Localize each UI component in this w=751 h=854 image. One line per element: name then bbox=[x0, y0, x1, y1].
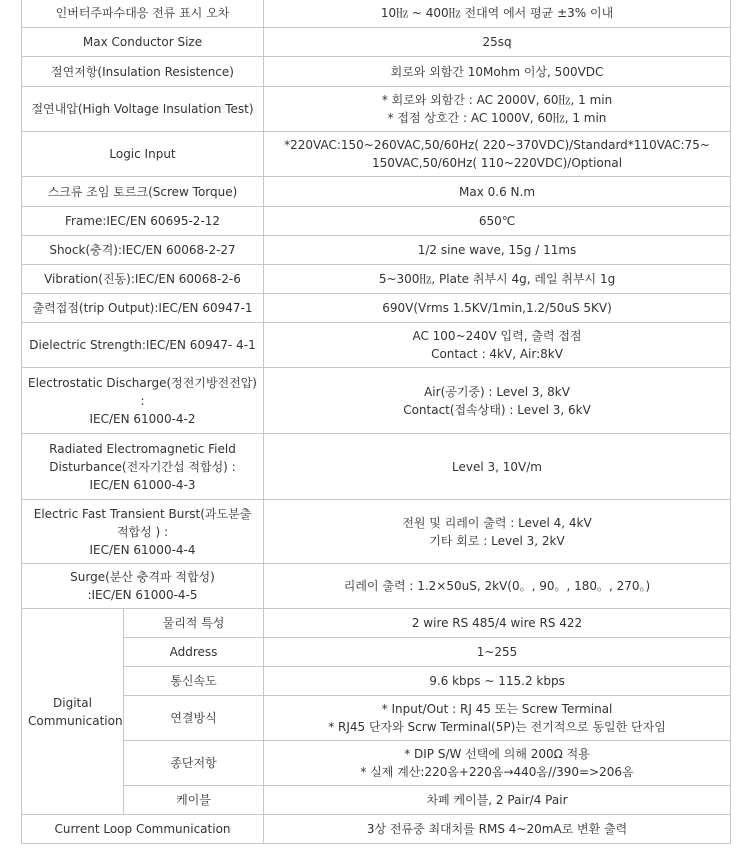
spec-value-line: 5~300㎐, Plate 취부시 4g, 레일 취부시 1g bbox=[378, 272, 616, 286]
spec-value bbox=[264, 638, 731, 667]
spec-value-line: * RJ45 단자와 Scrw Terminal(5P)는 전기적으로 동일한 단자임 bbox=[328, 720, 666, 734]
table-row bbox=[22, 815, 731, 844]
spec-value-line: 기타 회로 : Level 3, 2kV bbox=[429, 533, 565, 548]
spec-value bbox=[264, 177, 731, 207]
spec-label: 절연저항(Insulation Resistence) bbox=[22, 57, 264, 87]
spec-value-line: Contact : 4kV, Air:8kV bbox=[431, 347, 563, 361]
sub-spec-label: Address bbox=[124, 638, 264, 667]
spec-label: Current Loop Communication bbox=[22, 815, 264, 844]
spec-label: 출력접점(trip Output):IEC/EN 60947-1 bbox=[22, 294, 264, 323]
spec-label: Shock(충격):IEC/EN 60068-2-27 bbox=[22, 236, 264, 265]
spec-value-line: 1~255 bbox=[476, 645, 518, 659]
spec-value-line: 3상 전류중 최대치를 RMS 4~20mA로 변환 출력 bbox=[366, 822, 628, 836]
spec-value bbox=[264, 207, 731, 236]
table-row bbox=[22, 434, 731, 500]
spec-value-line: 1/2 sine wave, 15g / 11ms bbox=[417, 243, 577, 257]
spec-value-line: 10㎐ ~ 400㎐ 전대역 에서 평균 ±3% 이내 bbox=[380, 5, 614, 20]
spec-value-line: * DIP S/W 선택에 의해 200Ω 적용 bbox=[404, 747, 590, 761]
spec-value bbox=[264, 265, 731, 294]
table-row bbox=[22, 87, 731, 132]
spec-value bbox=[264, 815, 731, 844]
group-label-digital-communication: Digital Communication bbox=[22, 609, 124, 815]
spec-value bbox=[264, 434, 731, 500]
table-row bbox=[22, 236, 731, 265]
spec-value-line: * Input/Out : RJ 45 또는 Screw Terminal bbox=[381, 702, 613, 716]
spec-value bbox=[264, 132, 731, 177]
table-row bbox=[22, 500, 731, 564]
sub-spec-label: 통신속도 bbox=[124, 667, 264, 696]
spec-value-line: 리레이 출력 : 1.2×50uS, 2kV(0。, 90。, 180。, 270。) bbox=[343, 579, 651, 593]
table-row bbox=[22, 132, 731, 177]
spec-value-line: 회로와 외함간 10Mohm 이상, 500VDC bbox=[390, 64, 604, 79]
spec-label: 절연내압(High Voltage Insulation Test) bbox=[22, 87, 264, 132]
spec-value bbox=[264, 564, 731, 609]
table-row bbox=[22, 0, 731, 28]
table-row bbox=[22, 323, 731, 368]
spec-value-line: 650℃ bbox=[478, 214, 516, 228]
table-row bbox=[22, 638, 731, 667]
spec-value bbox=[264, 323, 731, 368]
spec-value-line: * 회로와 외함간 : AC 2000V, 60㎐, 1 min bbox=[381, 93, 613, 107]
table-row bbox=[22, 28, 731, 57]
spec-value bbox=[264, 667, 731, 696]
spec-label: 스크류 조임 토르크(Screw Torque) bbox=[22, 177, 264, 207]
table-row bbox=[22, 57, 731, 87]
spec-value-line: 25sq bbox=[482, 35, 512, 49]
spec-value bbox=[264, 28, 731, 57]
table-row bbox=[22, 786, 731, 815]
spec-label: Electric Fast Transient Burst(과도분출적합성 ) : IEC/EN 61000-4-4 bbox=[22, 500, 264, 564]
table-row bbox=[22, 265, 731, 294]
table-row bbox=[22, 177, 731, 207]
spec-value-line: Level 3, 10V/m bbox=[452, 459, 542, 474]
spec-value-line: 150VAC,50/60Hz( 110~220VDC)/Optional bbox=[371, 156, 623, 170]
spec-label: Surge(분산 충격파 적합성) :IEC/EN 61000-4-5 bbox=[22, 564, 264, 609]
spec-value-line: Max 0.6 N.m bbox=[459, 184, 536, 199]
spec-value bbox=[264, 609, 731, 638]
spec-value-line: Air(공기중) : Level 3, 8kV bbox=[424, 384, 570, 399]
spec-value bbox=[264, 368, 731, 434]
table-row bbox=[22, 667, 731, 696]
spec-table bbox=[21, 0, 731, 844]
spec-value-line: 전원 및 리레이 출력 : Level 4, 4kV bbox=[402, 515, 592, 530]
spec-value bbox=[264, 0, 731, 28]
spec-label: 인버터주파수대응 전류 표시 오차 bbox=[22, 0, 264, 28]
sub-spec-label: 물리적 특성 bbox=[124, 609, 264, 638]
spec-value bbox=[264, 236, 731, 265]
spec-value-line: 2 wire RS 485/4 wire RS 422 bbox=[411, 616, 583, 630]
spec-value bbox=[264, 786, 731, 815]
spec-label: Frame:IEC/EN 60695-2-12 bbox=[22, 207, 264, 236]
table-row bbox=[22, 294, 731, 323]
spec-label: Dielectric Strength:IEC/EN 60947- 4-1 bbox=[22, 323, 264, 368]
sub-spec-label: 종단저항 bbox=[124, 741, 264, 786]
spec-value-line: Contact(접속상태) : Level 3, 6kV bbox=[403, 402, 591, 417]
table-row bbox=[22, 609, 731, 638]
spec-label: Logic Input bbox=[22, 132, 264, 177]
spec-value bbox=[264, 294, 731, 323]
spec-value-line: *220VAC:150~260VAC,50/60Hz( 220~370VDC)/Standard*110VAC:75~ bbox=[284, 138, 710, 152]
sub-spec-label: 케이블 bbox=[124, 786, 264, 815]
table-row bbox=[22, 696, 731, 741]
spec-value bbox=[264, 87, 731, 132]
spec-value bbox=[264, 500, 731, 564]
table-row bbox=[22, 368, 731, 434]
spec-value bbox=[264, 741, 731, 786]
spec-value-line: 9.6 kbps ~ 115.2 kbps bbox=[429, 674, 565, 688]
spec-value-line: * 접점 상호간 : AC 1000V, 60㎐, 1 min bbox=[387, 111, 607, 125]
table-row bbox=[22, 741, 731, 786]
table-row bbox=[22, 564, 731, 609]
spec-label: Max Conductor Size bbox=[22, 28, 264, 57]
spec-value bbox=[264, 57, 731, 87]
spec-label: Radiated Electromagnetic Field Disturbance(전자기간섭 적합성) : IEC/EN 61000-4-3 bbox=[22, 434, 264, 500]
spec-label: Vibration(진동):IEC/EN 60068-2-6 bbox=[22, 265, 264, 294]
spec-value-line: AC 100~240V 입력, 출력 접점 bbox=[412, 329, 582, 343]
sub-spec-label: 연결방식 bbox=[124, 696, 264, 741]
table-row bbox=[22, 207, 731, 236]
spec-value-line: * 실제 계산:220옴+220옴→440옴//390=>206옴 bbox=[360, 765, 634, 779]
spec-value-line: 차폐 케이블, 2 Pair/4 Pair bbox=[426, 793, 568, 807]
spec-label: Electrostatic Discharge(정전기방전전압) : IEC/EN 61000-4-2 bbox=[22, 368, 264, 434]
spec-value bbox=[264, 696, 731, 741]
spec-value-line: 690V(Vrms 1.5KV/1min,1.2/50uS 5KV) bbox=[382, 301, 612, 315]
